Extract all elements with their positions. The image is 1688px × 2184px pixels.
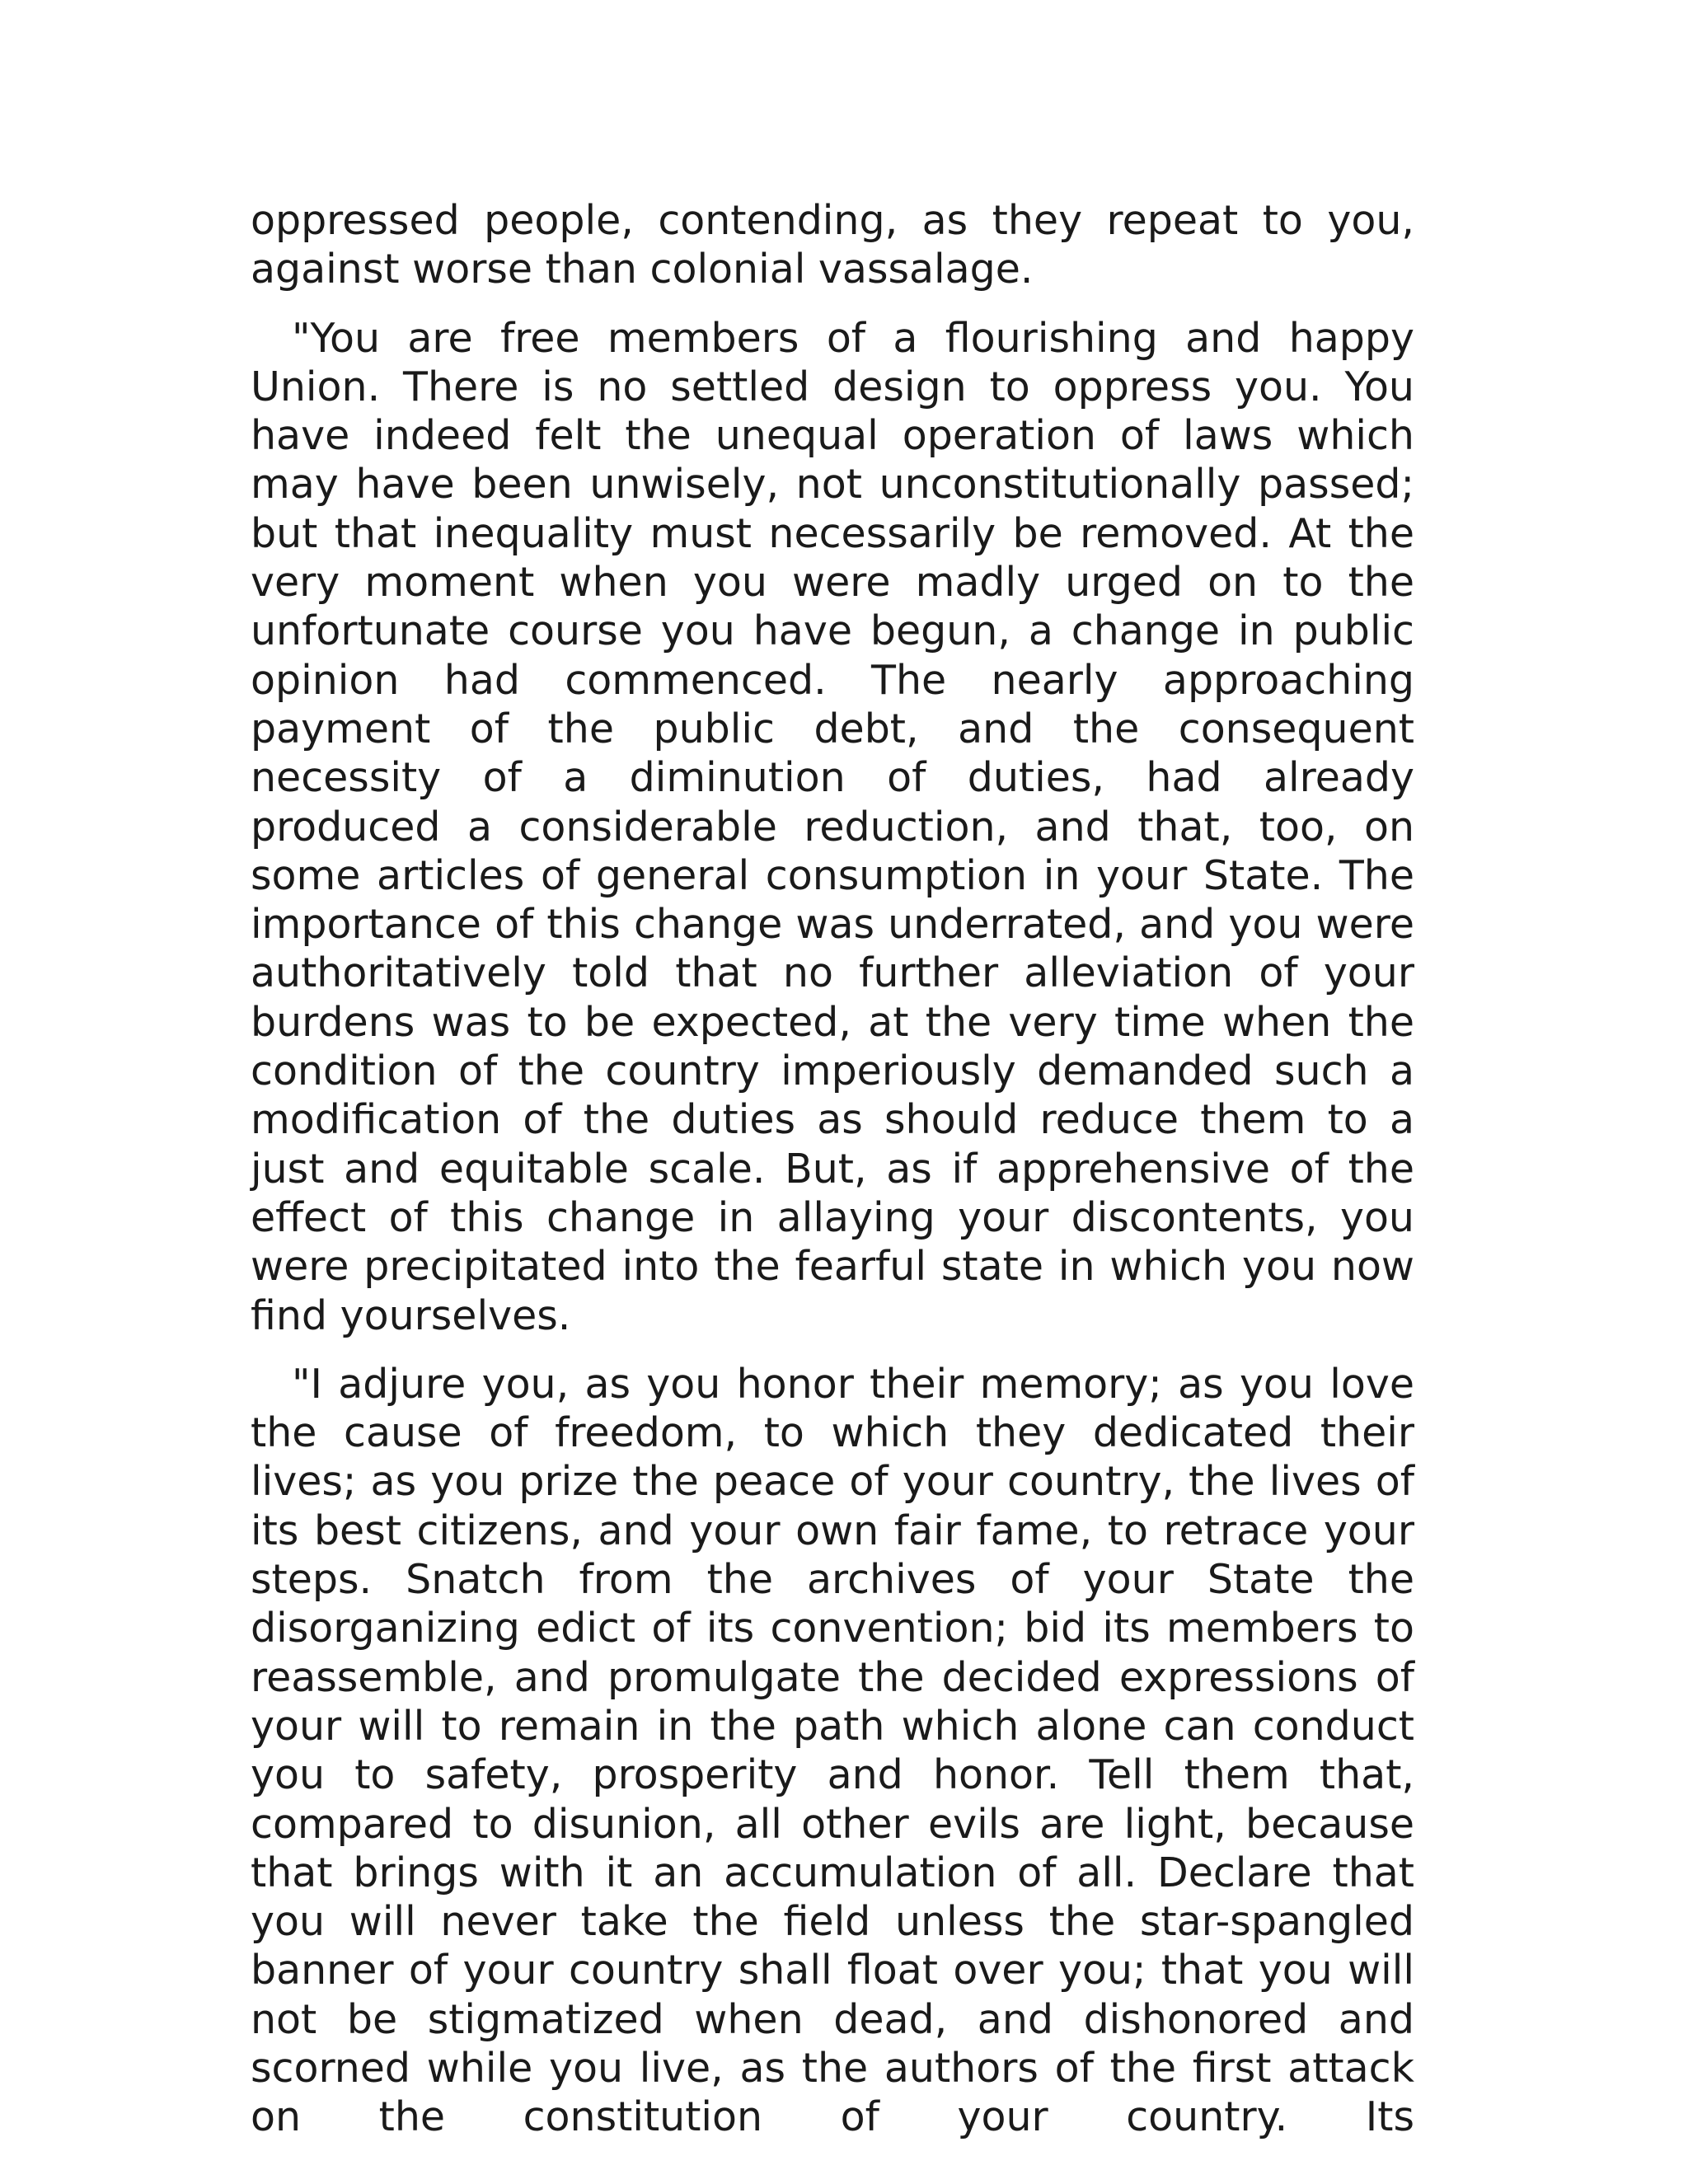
- body-text: [251, 196, 1414, 2162]
- paragraph-adjure: "I adjure you, as you honor their memory; as you love the cause of freedom, to which they dedicated their lives; as you prize the peace of your country, the lives of its best citizens, and your own fair fame, to retrace your steps. Snatch from the archives of your State the disorganizing edict of its convention; bid its members to reassemble, and promulgate the decided expressions of your will to remain in the path which alone can conduct you to safety, prosperity and honor. Tell them that, compared to disunion, all other evils are light, because that brings with it an accumulation of all. Declare that you will never take the field unless the star-spangled banner of your country shall float over you; that you will not be stigmatized when dead, and dishonored and scorned while you live, as the authors of the first attack on the constitution of your country. Its: [251, 1360, 1414, 2141]
- paragraph-union: "You are free members of a flourishing and happy Union. There is no settled design to oppress you. You have indeed felt the unequal operation of laws which may have been unwisely, not unconstitutionally passed; but that inequality must necessarily be removed. At the very moment when you were madly urged on to the unfortunate course you have begun, a change in public opinion had commenced. The nearly approaching payment of the public debt, and the consequent necessity of a diminution of duties, had already produced a considerable reduction, and that, too, on some articles of general consumption in your State. The importance of this change was underrated, and you were authoritatively told that no further alleviation of your burdens was to be expected, at the very time when the condition of the country imperiously demanded such a modification of the duties as should reduce them to a just and equitable scale. But, as if apprehensive of the effect of this change in allaying your discontents, you were precipitated into the fearful state in which you now find yourselves.: [251, 314, 1414, 1339]
- paragraph-continuation: oppressed people, contending, as they repeat to you, against worse than colonial vassalage.: [251, 197, 1414, 293]
